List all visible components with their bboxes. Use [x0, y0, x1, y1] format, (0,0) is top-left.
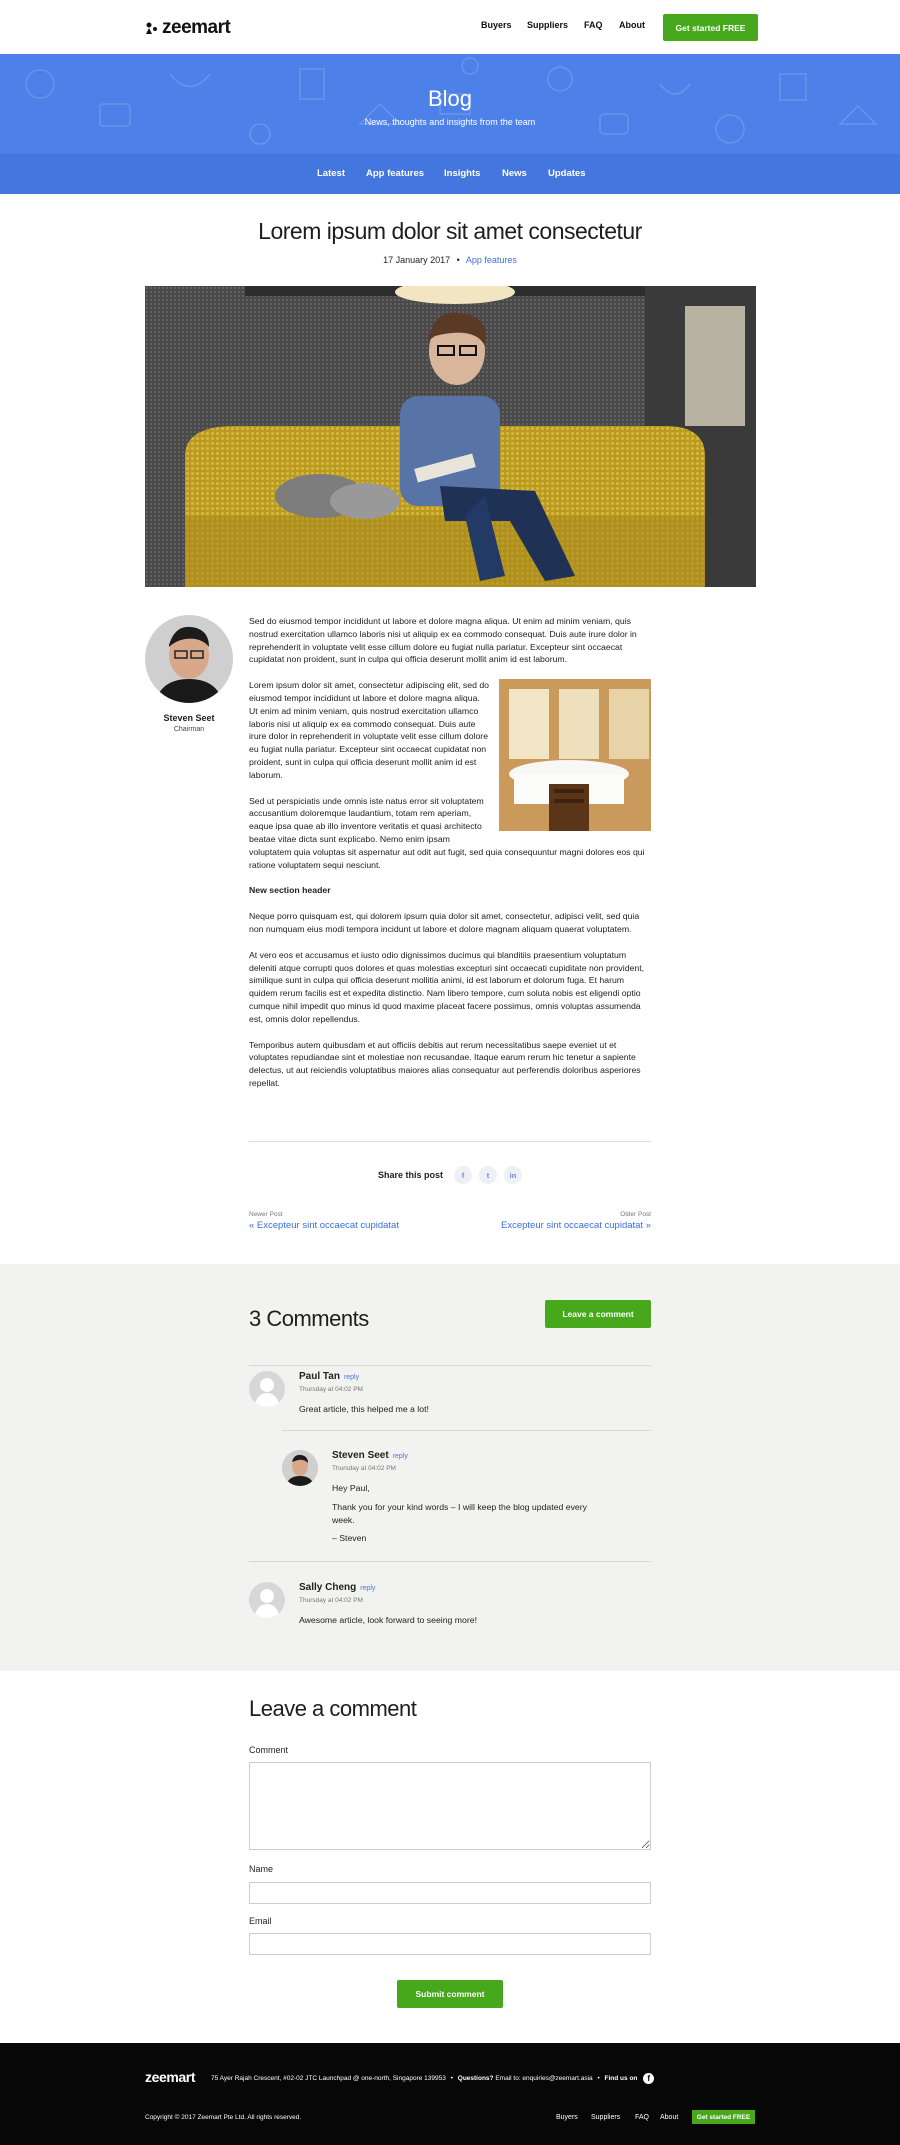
- footer-nav-about[interactable]: About: [660, 2114, 679, 2121]
- blog-hero: [0, 54, 900, 154]
- divider: [249, 1365, 651, 1366]
- section-header: New section header: [249, 885, 331, 896]
- facebook-icon[interactable]: f: [454, 1166, 472, 1184]
- copyright: Copyright © 2017 Zeemart Pte Ltd. All rights reserved.: [145, 2114, 302, 2121]
- logo-icon: [145, 21, 159, 35]
- nav-buyers[interactable]: Buyers: [481, 20, 512, 30]
- reply-link[interactable]: reply: [392, 1453, 408, 1460]
- footer-address: 75 Ayer Rajah Crescent, #02-02 JTC Launchpad @ one-north, Singapore 139953: [211, 2075, 446, 2083]
- default-avatar-icon: [249, 1371, 285, 1407]
- footer-nav-suppliers[interactable]: Suppliers: [591, 2114, 621, 2121]
- footer-email-link[interactable]: Email to: enquiries@zeemart.asia: [495, 2075, 593, 2083]
- comment-reply: [282, 1450, 651, 1560]
- nav-faq[interactable]: FAQ: [584, 20, 603, 30]
- facebook-icon[interactable]: f: [643, 2073, 654, 2084]
- dot-separator-icon: •: [597, 2075, 600, 2083]
- comment-time: Thursday at 04:02 PM: [299, 1386, 363, 1393]
- site-footer: [0, 2043, 900, 2145]
- comment-textarea[interactable]: [249, 1762, 651, 1850]
- tab-app-features[interactable]: App features: [366, 168, 425, 179]
- email-input[interactable]: [249, 1933, 651, 1955]
- post-title: Lorem ipsum dolor sit amet consectetur: [258, 218, 642, 244]
- comment-time: Thursday at 04:02 PM: [299, 1597, 363, 1604]
- newer-post-label: Newer Post: [249, 1211, 283, 1218]
- reply-link[interactable]: reply: [360, 1585, 376, 1592]
- tab-latest[interactable]: Latest: [317, 168, 345, 179]
- newer-post: [249, 1211, 399, 1231]
- comment-text: Great article, this helped me a lot!: [299, 1404, 429, 1414]
- nav-about[interactable]: About: [619, 20, 645, 30]
- email-label: Email: [249, 1916, 272, 1926]
- site-header: [0, 0, 900, 54]
- comment-author-name: Paul Tan: [299, 1371, 340, 1382]
- dot-separator-icon: •: [450, 2075, 453, 2083]
- post-date: 17 January 2017: [383, 255, 451, 265]
- post-meta: [0, 255, 900, 265]
- post-paragraph: Sed ut perspiciatis unde omnis iste natus error sit voluptatem accusantium doloremque laudantium, totam rem aperiam, eaque ipsa quae ab illo inventore veritatis et quasi architecto beatae vitae dicta sunt explicabo. Nemo enim ipsam voluptatem quia voluptas sit aspernatur aut odit aut fugit, sed quia consequuntur magni dolores eos qui ratione voluptatem sequi nesciunt.: [249, 795, 645, 870]
- post-category-link[interactable]: App features: [465, 255, 517, 265]
- older-post: [451, 1211, 651, 1231]
- questions-label: Questions?: [457, 2075, 494, 2083]
- post-paragraph: Temporibus autem quibusdam et aut officiis debitis aut rerum necessitatibus saepe eveniet ut et voluptates repudiandae sint et molestiae non recusandae. Itaque earum rerum hic tenetur a sapiente delectus, ut aut reiciendis voluptatibus maiores alias consequatur aut perferendis doloribus asperiores repellat.: [249, 1039, 641, 1088]
- post-paragraph: Sed do eiusmod tempor incididunt ut labore et dolore magna aliqua. Ut enim ad minim veniam, quis nostrud exercitation ullamco laboris nisi ut aliquip ex ea commodo consequat. Duis aute irure dolor in reprehenderit in voluptate velit esse cillum dolore eu fugiat nulla pariatur. Excepteur sint occaecat cupidatat non proident, sunt in culpa qui officia deserunt mollit anim id est laborum.: [249, 616, 637, 665]
- name-label: Name: [249, 1864, 274, 1874]
- post-paragraph: At vero eos et accusamus et iusto odio dignissimos ducimus qui blanditiis praesentium voluptatum deleniti atque corrupti quos dolores et quas molestias excepturi sint occaecati cupiditate non provident, similique sunt in culpa qui officia deserunt mollitia animi, id est laborum et dolorum fuga. Et harum quidem rerum facilis est et expedita distinctio. Nam libero tempore, cum soluta nobis est eligendi optio cumque nihil impedit quo minus id quod maxime placeat facere possimus, omnis voluptas assumenda est, omnis dolor repellendus.: [249, 949, 645, 1024]
- man-on-sofa-illustration: [145, 286, 756, 587]
- divider: [249, 1141, 651, 1142]
- comment-text: Awesome article, look forward to seeing more!: [299, 1615, 478, 1625]
- post-paragraph: Neque porro quisquam est, qui dolorem ipsum quia dolor sit amet, consectetur, adipisci velit, sed quia non numquam eius modi tempora incidunt ut labore et dolore magnam aliquam quaerat voluptatem.: [249, 911, 640, 934]
- post-paragraph: Lorem ipsum dolor sit amet, consectetur adipiscing elit, sed do eiusmod tempor incididunt ut labore et dolore magna aliqua. Ut enim ad minim veniam, quis nostrud exercitation ullamco laboris nisi ut aliquip ex ea commodo consequat. Duis aute irure dolor in reprehenderit in voluptate velit esse cillum dolore eu fugiat nulla pariatur. Excepteur sint occaecat cupidatat non proident, sunt in culpa qui officia deserunt mollit anim id est laborum.: [249, 680, 489, 780]
- comment: [249, 1582, 651, 1642]
- older-post-label: Older Post: [620, 1211, 651, 1218]
- meta-separator: •: [456, 255, 460, 265]
- author-avatar: [145, 615, 233, 703]
- form-title: Leave a comment: [249, 1696, 417, 1721]
- divider: [249, 1561, 651, 1562]
- blog-subtitle: News, thoughts and insights from the team: [364, 117, 536, 127]
- comment-author: [332, 1450, 408, 1461]
- post-hero-image: [145, 286, 756, 587]
- comment-text: [332, 1482, 612, 1545]
- comment-author: [299, 1582, 375, 1593]
- footer-get-started-button[interactable]: Get started FREE: [692, 2110, 755, 2124]
- tab-updates[interactable]: Updates: [548, 168, 586, 179]
- footer-nav-faq[interactable]: FAQ: [635, 2114, 650, 2121]
- author-name: Steven Seet: [163, 713, 215, 723]
- comments-title: 3 Comments: [249, 1306, 369, 1331]
- comment-line: Thank you for your kind words – I will keep the blog updated every week.: [332, 1501, 587, 1525]
- author-card: [145, 615, 233, 733]
- footer-nav-buyers[interactable]: Buyers: [556, 2114, 578, 2121]
- author-avatar: [282, 1450, 318, 1486]
- post-body: [249, 615, 651, 1103]
- reply-link[interactable]: reply: [343, 1374, 360, 1381]
- nav-suppliers[interactable]: Suppliers: [527, 20, 569, 30]
- comment-line: – Steven: [332, 1533, 367, 1544]
- name-input[interactable]: [249, 1882, 651, 1904]
- footer-logo[interactable]: zeemart: [145, 2069, 196, 2085]
- category-nav: [0, 154, 900, 194]
- divider: [282, 1430, 651, 1431]
- site-logo[interactable]: [145, 17, 230, 39]
- author-role: Chairman: [173, 726, 205, 733]
- twitter-icon[interactable]: t: [479, 1166, 497, 1184]
- comment-time: Thursday at 04:02 PM: [332, 1465, 396, 1472]
- get-started-button[interactable]: Get started FREE: [663, 14, 758, 41]
- share-label: Share this post: [377, 1170, 443, 1180]
- comment-author-name: Steven Seet: [332, 1450, 389, 1461]
- find-us-label: Find us on: [604, 2075, 638, 2083]
- tab-insights[interactable]: Insights: [444, 168, 481, 179]
- comment-author-name: Sally Cheng: [299, 1582, 357, 1593]
- comment-author: [299, 1371, 359, 1382]
- comments-section: [0, 1264, 900, 1671]
- comment-label: Comment: [249, 1745, 289, 1755]
- submit-comment-button[interactable]: Submit comment: [397, 1980, 503, 2008]
- newer-post-link[interactable]: « Excepteur sint occaecat cupidatat: [249, 1220, 399, 1231]
- tab-news[interactable]: News: [502, 168, 527, 179]
- share-bar: [249, 1166, 651, 1184]
- older-post-link[interactable]: Excepteur sint occaecat cupidatat »: [501, 1220, 651, 1231]
- leave-comment-button[interactable]: Leave a comment: [545, 1300, 651, 1328]
- logo-text: zeemart: [162, 17, 231, 38]
- restaurant-image: [499, 679, 651, 831]
- comment-line: Hey Paul,: [332, 1483, 370, 1493]
- footer-contact: [211, 2073, 654, 2084]
- blog-title: Blog: [427, 86, 473, 111]
- linkedin-icon[interactable]: in: [504, 1166, 522, 1184]
- default-avatar-icon: [249, 1582, 285, 1618]
